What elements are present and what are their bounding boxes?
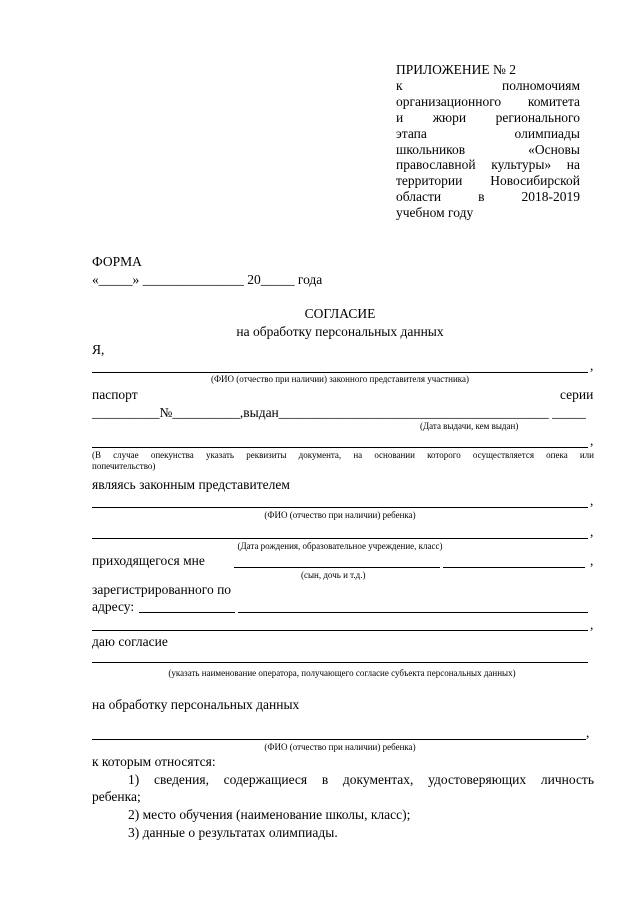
relation-field-extra[interactable]: [443, 567, 585, 568]
address-field-short[interactable]: [139, 612, 235, 613]
appendix-line: организационного комитета: [396, 93, 580, 109]
appendix-line: этапа олимпиады: [396, 125, 580, 141]
appendix-line: ПРИЛОЖЕНИЕ № 2: [396, 62, 517, 77]
processing-label: на обработку персональных данных: [92, 697, 300, 712]
appendix-line: к полномочиям: [396, 77, 580, 93]
passport-label: паспорт: [92, 387, 138, 402]
comma: ,: [590, 553, 594, 568]
list-item-3: 3) данные о результатах олимпиады.: [128, 825, 338, 840]
representative-name-field[interactable]: [92, 372, 588, 373]
appendix-line: и жюри регионального: [396, 109, 580, 125]
address-label: адресу:: [92, 599, 135, 614]
form-date-line[interactable]: «_____» _______________ 20_____ года: [92, 272, 323, 287]
hint-guardianship-line2: попечительство): [92, 461, 156, 471]
child-details-field[interactable]: [92, 538, 588, 539]
relation-field[interactable]: [234, 567, 440, 568]
comma: ,: [590, 617, 594, 632]
appendix-line: территории Новосибирской: [396, 173, 580, 189]
list-item-1-continued: ребенка;: [92, 789, 141, 804]
hint-operator: (указать наименование оператора, получающего согласие субъекта персональных данных): [168, 668, 516, 678]
hint-issue: (Дата выдачи, кем выдан): [420, 421, 519, 431]
i-label: Я,: [92, 342, 105, 357]
address-field-2[interactable]: [92, 630, 588, 631]
hint-representative: (ФИО (отчество при наличии) законного представителя участника): [210, 374, 470, 384]
hint-guardianship-line1: (В случае опекунства указать реквизиты документа, на основании которого осуществляется опека или: [92, 450, 594, 460]
passport-details-field[interactable]: __________№__________,выдан________________________________________ _____: [92, 405, 586, 420]
relation-label: приходящегося мне: [92, 553, 205, 568]
series-label: серии: [560, 387, 594, 402]
registered-label: зарегистрированного по: [92, 582, 232, 597]
guardianship-field[interactable]: [92, 447, 588, 448]
child-name-field[interactable]: [92, 507, 588, 508]
address-field[interactable]: [238, 612, 588, 613]
comma: ,: [590, 493, 594, 508]
operator-field[interactable]: [92, 662, 588, 663]
child-name-field-2[interactable]: [92, 739, 586, 740]
appendix-line: школьников «Основы: [396, 141, 580, 157]
comma: ,: [590, 433, 594, 448]
appendix-line: учебном году: [396, 205, 474, 221]
comma: ,: [586, 725, 590, 740]
consent-title: СОГЛАСИЕ: [304, 306, 376, 321]
legal-rep-label: являясь законным представителем: [92, 477, 290, 492]
list-item-2: 2) место обучения (наименование школы, класс);: [128, 807, 411, 822]
hint-relation: (сын, дочь и т.д.): [301, 570, 366, 580]
comma: ,: [590, 358, 594, 373]
hint-child-details: (Дата рождения, образовательное учреждение, класс): [237, 541, 443, 551]
hint-child-name: (ФИО (отчество при наличии) ребенка): [264, 510, 416, 520]
consent-label: даю согласие: [92, 634, 168, 649]
appendix-line: православной культуры» на: [396, 157, 580, 173]
appendix-block: [396, 62, 580, 221]
hint-child-name-2: (ФИО (отчество при наличии) ребенка): [264, 742, 416, 752]
form-label: ФОРМА: [92, 254, 142, 269]
appendix-line: области в 2018-2019: [396, 189, 580, 205]
consent-subtitle: на обработку персональных данных: [236, 324, 444, 339]
includes-label: к которым относятся:: [92, 754, 216, 769]
list-item-1: 1) сведения, содержащиеся в документах, удостоверяющих личность: [128, 772, 594, 787]
comma: ,: [590, 524, 594, 539]
